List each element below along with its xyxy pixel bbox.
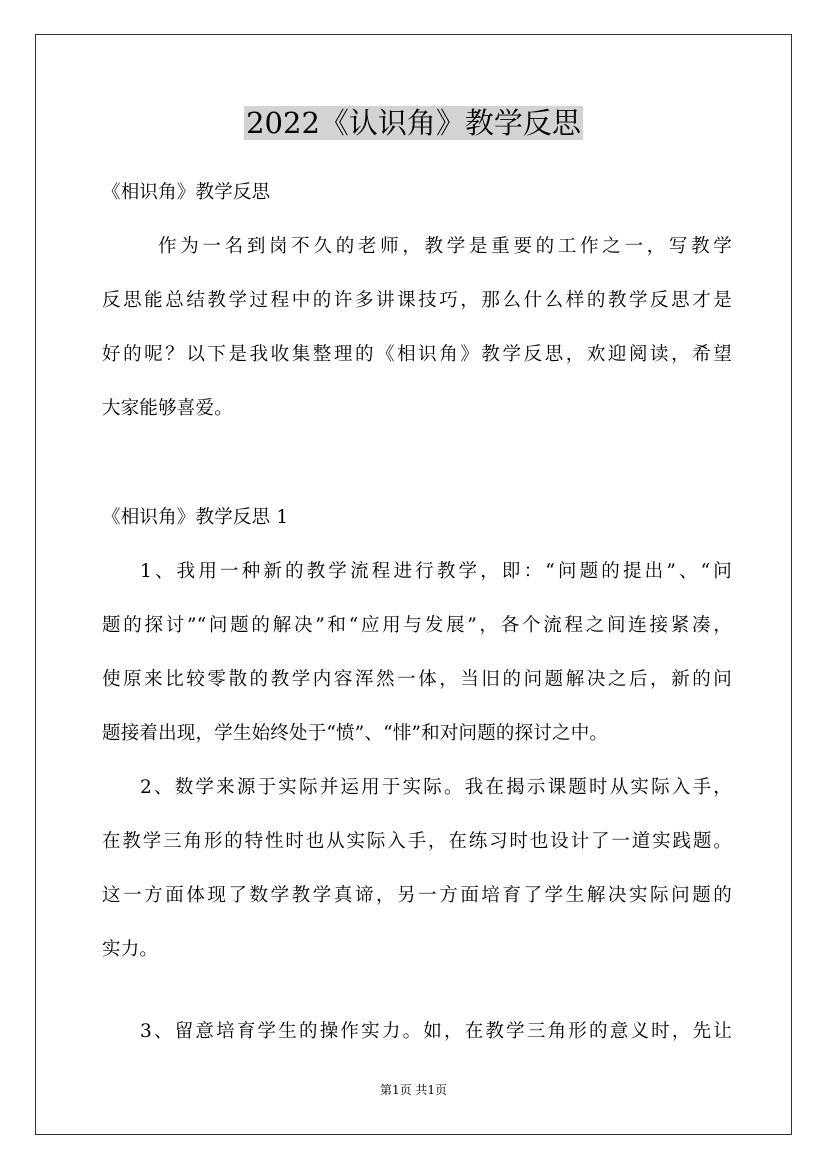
body-line: 好的呢？以下是我收集整理的《相识角》教学反思，欢迎阅读，希望: [102, 344, 732, 365]
document-title: [0, 103, 827, 143]
body-line: 实力。: [102, 939, 159, 960]
body-line: 题的探讨”“问题的解决”和“应用与发展”，各个流程之间连接紧凑，: [102, 615, 732, 636]
body-line: 2、数学来源于实际并运用于实际。我在揭示课题时从实际入手，: [140, 777, 732, 798]
body-line: 大家能够喜爱。: [102, 398, 233, 419]
body-line: 1、我用一种新的教学流程进行教学，即：“问题的提出”、“问: [140, 561, 732, 582]
title-text: 2022《认识角》教学反思: [246, 106, 581, 140]
page-footer: 第1页 共1页: [379, 1083, 448, 1097]
body-line: 使原来比较零散的教学内容浑然一体，当旧的问题解决之后，新的问: [102, 669, 732, 690]
body-line: 这一方面体现了数学教学真谛，另一方面培育了学生解决实际问题的: [102, 885, 732, 906]
body-line: 在教学三角形的特性时也从实际入手，在练习时也设计了一道实践题。: [102, 831, 732, 852]
body-line: 题接着出现，学生始终处于“愤”、“悱”和对问题的探讨之中。: [102, 723, 609, 744]
body-line: 作为一名到岗不久的老师，教学是重要的工作之一，写教学: [158, 236, 732, 257]
body-line: 反思能总结教学过程中的许多讲课技巧，那么什么样的教学反思才是: [102, 290, 732, 311]
section-heading: 《相识角》教学反思 1: [102, 507, 289, 528]
subtitle-line: 《相识角》教学反思: [102, 182, 271, 203]
body-line: 3、留意培育学生的操作实力。如，在教学三角形的意义时，先让: [140, 1021, 732, 1042]
